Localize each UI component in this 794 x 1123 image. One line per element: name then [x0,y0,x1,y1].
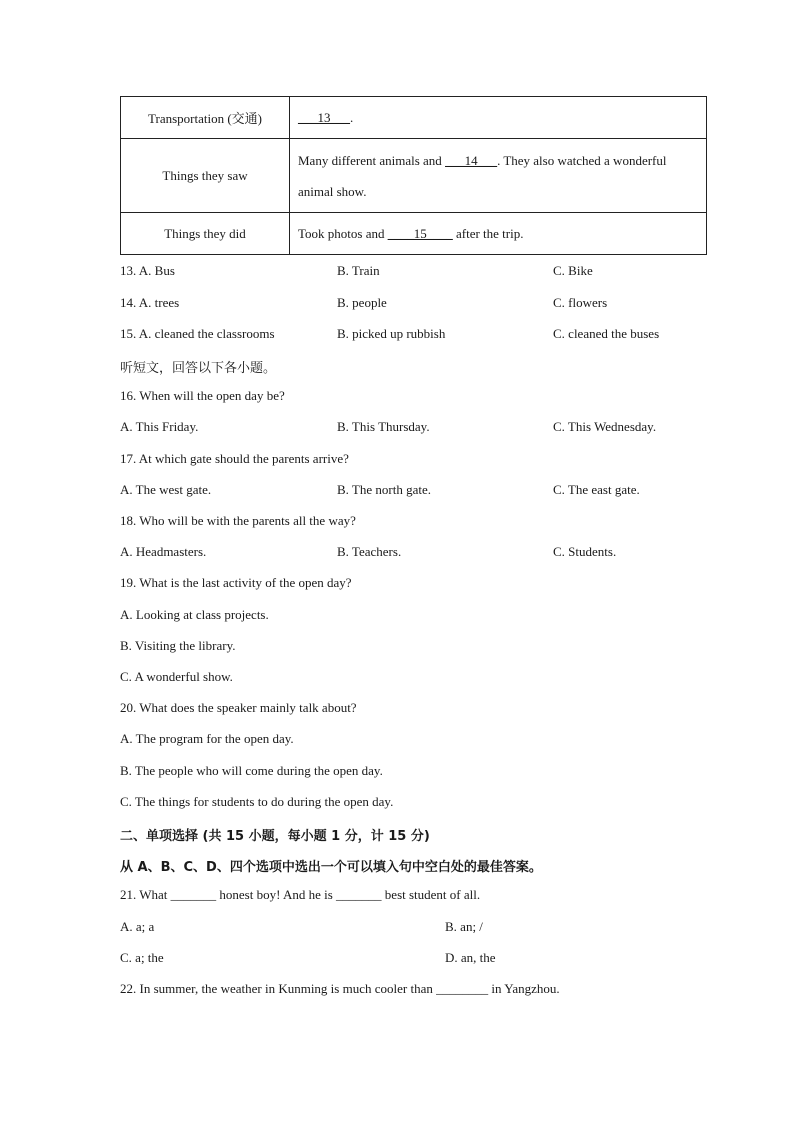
q21-option-b: B. an; / [445,919,483,934]
q17-option-a: A. The west gate. [120,482,212,497]
q19-stem: 19. What is the last activity of the open day? [120,575,352,590]
q18-stem: 18. Who will be with the parents all the way? [120,513,356,528]
blank-14: ___14___ [445,152,498,168]
row-label: Transportation (交通) [121,97,290,139]
q19-option-a: A. Looking at class projects. [120,607,269,622]
row-label: Things they saw [121,139,290,213]
q14-option-c: C. flowers [553,295,608,310]
q15-option-c: C. cleaned the buses [553,326,660,341]
trip-info-table [120,96,707,255]
content-text: Many different animals and [298,152,446,168]
q19-option-c: C. A wonderful show. [120,669,233,684]
q13-option-b: B. Train [337,263,380,278]
row-content [290,97,707,139]
q17-stem: 17. At which gate should the parents arrive? [120,451,349,466]
q16-option-b: B. This Thursday. [337,419,430,434]
blank-15: ____15____ [387,225,453,241]
content-text: Took photos and [298,225,388,241]
q21-option-a: A. a; a [120,919,155,934]
q21-option-d: D. an, the [445,950,496,965]
q16-stem: 16. When will the open day be? [120,388,285,403]
q20-option-b: B. The people who will come during the open day. [120,763,383,778]
row-content [290,213,707,255]
q17-option-c: C. The east gate. [553,482,640,497]
table-row [121,139,707,213]
q22-stem: 22. In summer, the weather in Kunming is much cooler than ________ in Yangzhou. [120,981,560,996]
content-text: . [350,109,354,125]
q20-stem: 20. What does the speaker mainly talk about? [120,700,357,715]
row-content [290,139,707,213]
table-row [121,97,707,139]
q15-option-b: B. picked up rubbish [337,326,446,341]
q16-option-c: C. This Wednesday. [553,419,657,434]
q13-option-c: C. Bike [553,263,593,278]
q13-option-a: 13. A. Bus [120,263,175,278]
q20-option-a: A. The program for the open day. [120,731,294,746]
q14-option-b: B. people [337,295,387,310]
q18-option-b: B. Teachers. [337,544,402,559]
q18-option-c: C. Students. [553,544,617,559]
table-row [121,213,707,255]
listening-instruction: 听短文，回答以下各小题。 [120,361,277,376]
q18-option-a: A. Headmasters. [120,544,207,559]
q16-option-a: A. This Friday. [120,419,199,434]
q21-option-c: C. a; the [120,950,164,965]
q20-option-c: C. The things for students to do during the open day. [120,794,394,809]
content-text: after the trip. [452,225,524,241]
q17-option-b: B. The north gate. [337,482,431,497]
content-text: . They also watched a wonderful animal show. [298,152,667,199]
blank-13: ___13___ [298,109,350,125]
q21-stem: 21. What _______ honest boy! And he is _______ best student of all. [120,887,481,902]
q14-option-a: 14. A. trees [120,295,180,310]
section-2-title: 二、单项选择 (共 15 小题，每小题 1 分，计 15 分) [120,829,430,844]
q15-option-a: 15. A. cleaned the classrooms [120,326,275,341]
section-2-instruction: 从 A、B、C、D、四个选项中选出一个可以填入句中空白处的最佳答案。 [120,860,542,875]
row-label: Things they did [121,213,290,255]
q19-option-b: B. Visiting the library. [120,638,236,653]
